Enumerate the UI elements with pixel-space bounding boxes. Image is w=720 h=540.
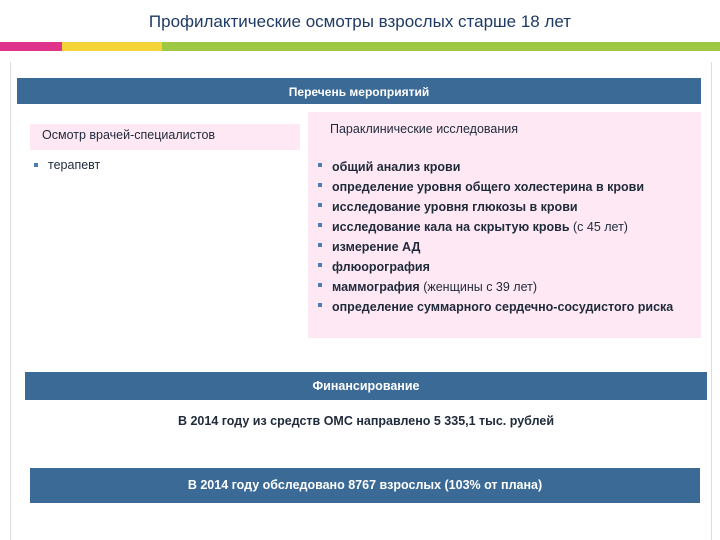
list-item — [316, 197, 696, 217]
list-item-note: (с 45 лет) — [569, 220, 628, 234]
specialists-heading: Осмотр врачей-специалистов — [42, 128, 216, 142]
list-item-text: общий анализ крови — [332, 160, 461, 174]
list-item-text: измерение АД — [332, 240, 421, 254]
list-item-text: определение суммарного сердечно-сосудистого риска — [332, 300, 674, 314]
list-item-text: маммография — [332, 280, 420, 294]
list-item — [316, 257, 696, 277]
list-item-text: определение уровня общего холестерина в крови — [332, 180, 645, 194]
list-item — [316, 237, 696, 257]
list-item-text: терапевт — [48, 158, 101, 172]
slide-title: Профилактические осмотры взрослых старше 18 лет — [148, 12, 572, 31]
paraclinical-heading: Параклинические исследования — [330, 122, 519, 136]
list-item — [316, 157, 696, 177]
stripe-segment-pink — [0, 42, 62, 51]
list-item-note: (женщины с 39 лет) — [419, 280, 538, 294]
stripe-segment-green — [162, 42, 720, 51]
activities-list-band: Перечень мероприятий — [17, 78, 701, 104]
result-band: В 2014 году обследовано 8767 взрослых (103% от плана) — [30, 468, 700, 503]
list-item-text: флюорография — [332, 260, 430, 274]
list-item — [316, 177, 696, 197]
stripe-segment-yellow — [62, 42, 162, 51]
specialists-list — [32, 157, 100, 174]
financing-text: В 2014 году из средств ОМС направлено 5 335,1 тыс. рублей — [177, 414, 554, 428]
decorative-stripe — [0, 42, 720, 51]
paraclinical-list — [316, 157, 696, 317]
list-item-text: исследование кала на скрытую кровь — [332, 220, 570, 234]
list-item — [316, 277, 696, 297]
financing-band: Финансирование — [25, 372, 707, 400]
list-item — [316, 217, 696, 237]
list-item — [316, 297, 696, 317]
list-item-text: исследование уровня глюкозы в крови — [332, 200, 578, 214]
list-item — [32, 157, 100, 174]
